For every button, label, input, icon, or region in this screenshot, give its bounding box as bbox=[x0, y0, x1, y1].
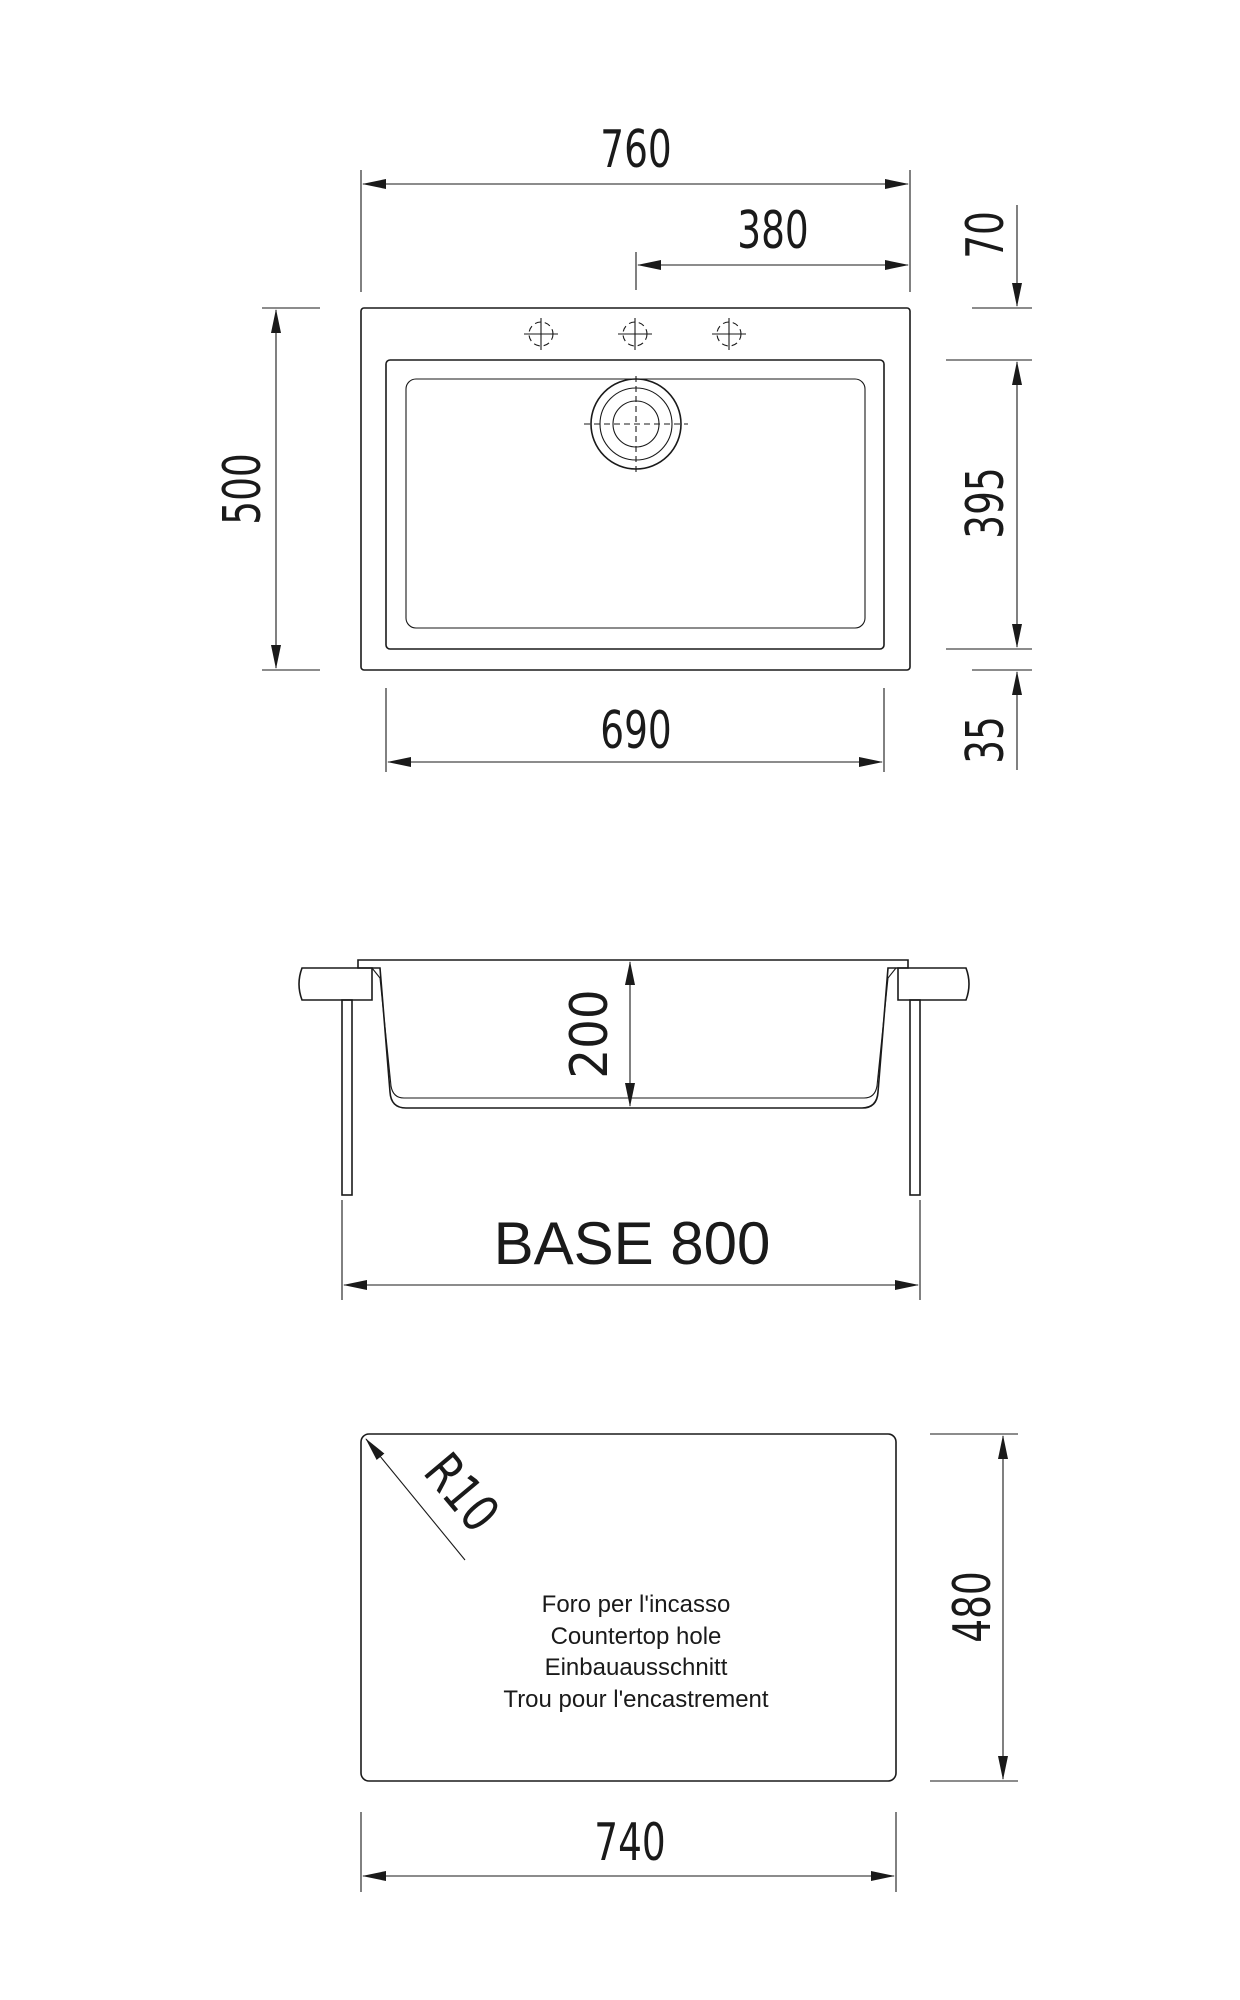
dimension-label: R10 bbox=[411, 1442, 511, 1544]
dimension-label: 200 bbox=[558, 989, 620, 1079]
cutout-label: Foro per l'incasso bbox=[541, 1591, 731, 1618]
dimension-label: 500 bbox=[211, 453, 273, 525]
cutout-label: Countertop hole bbox=[550, 1623, 722, 1650]
bowl-rim bbox=[386, 360, 884, 649]
dimension-half-width bbox=[636, 200, 908, 290]
section-view bbox=[299, 960, 969, 1300]
cutout-label: Einbauausschnitt bbox=[544, 1654, 728, 1681]
tap-hole-icon bbox=[618, 318, 652, 350]
dimension-corner-radius bbox=[366, 1439, 511, 1560]
countertop-left bbox=[299, 968, 372, 1000]
dimension-cutout-width bbox=[361, 1812, 896, 1892]
dimension-cutout-depth bbox=[930, 1434, 1018, 1781]
top-view bbox=[212, 119, 1032, 772]
dimension-label: 395 bbox=[954, 467, 1016, 539]
dimension-label: 690 bbox=[600, 699, 672, 761]
sink-outline bbox=[361, 308, 910, 670]
tap-hole-icon bbox=[712, 318, 746, 350]
dimension-bowl-width bbox=[386, 688, 884, 772]
dimension-label: 760 bbox=[600, 118, 672, 180]
sink-profile-inner bbox=[372, 968, 896, 1098]
dimension-depth-chain bbox=[946, 205, 1032, 770]
sink-profile bbox=[358, 960, 908, 1108]
cutout-label: Trou pour l'encastrement bbox=[503, 1686, 769, 1713]
dimension-label: 70 bbox=[954, 211, 1016, 259]
dimension-bowl-height bbox=[559, 962, 630, 1106]
dimension-cabinet-base bbox=[342, 1200, 920, 1300]
tap-hole-icon bbox=[524, 318, 558, 350]
cabinet-panel-right bbox=[910, 1000, 920, 1195]
dimension-label: BASE 800 bbox=[493, 1210, 771, 1277]
drain-icon bbox=[584, 376, 688, 472]
dimension-label: 380 bbox=[737, 199, 809, 261]
dimension-label: 35 bbox=[954, 716, 1016, 764]
dimension-label: 740 bbox=[594, 1811, 666, 1873]
cabinet-panel-left bbox=[342, 1000, 352, 1195]
countertop-right bbox=[898, 968, 969, 1000]
cutout-view bbox=[361, 1434, 1018, 1892]
dimension-label: 480 bbox=[941, 1571, 1003, 1643]
dimension-overall-depth bbox=[212, 308, 320, 670]
